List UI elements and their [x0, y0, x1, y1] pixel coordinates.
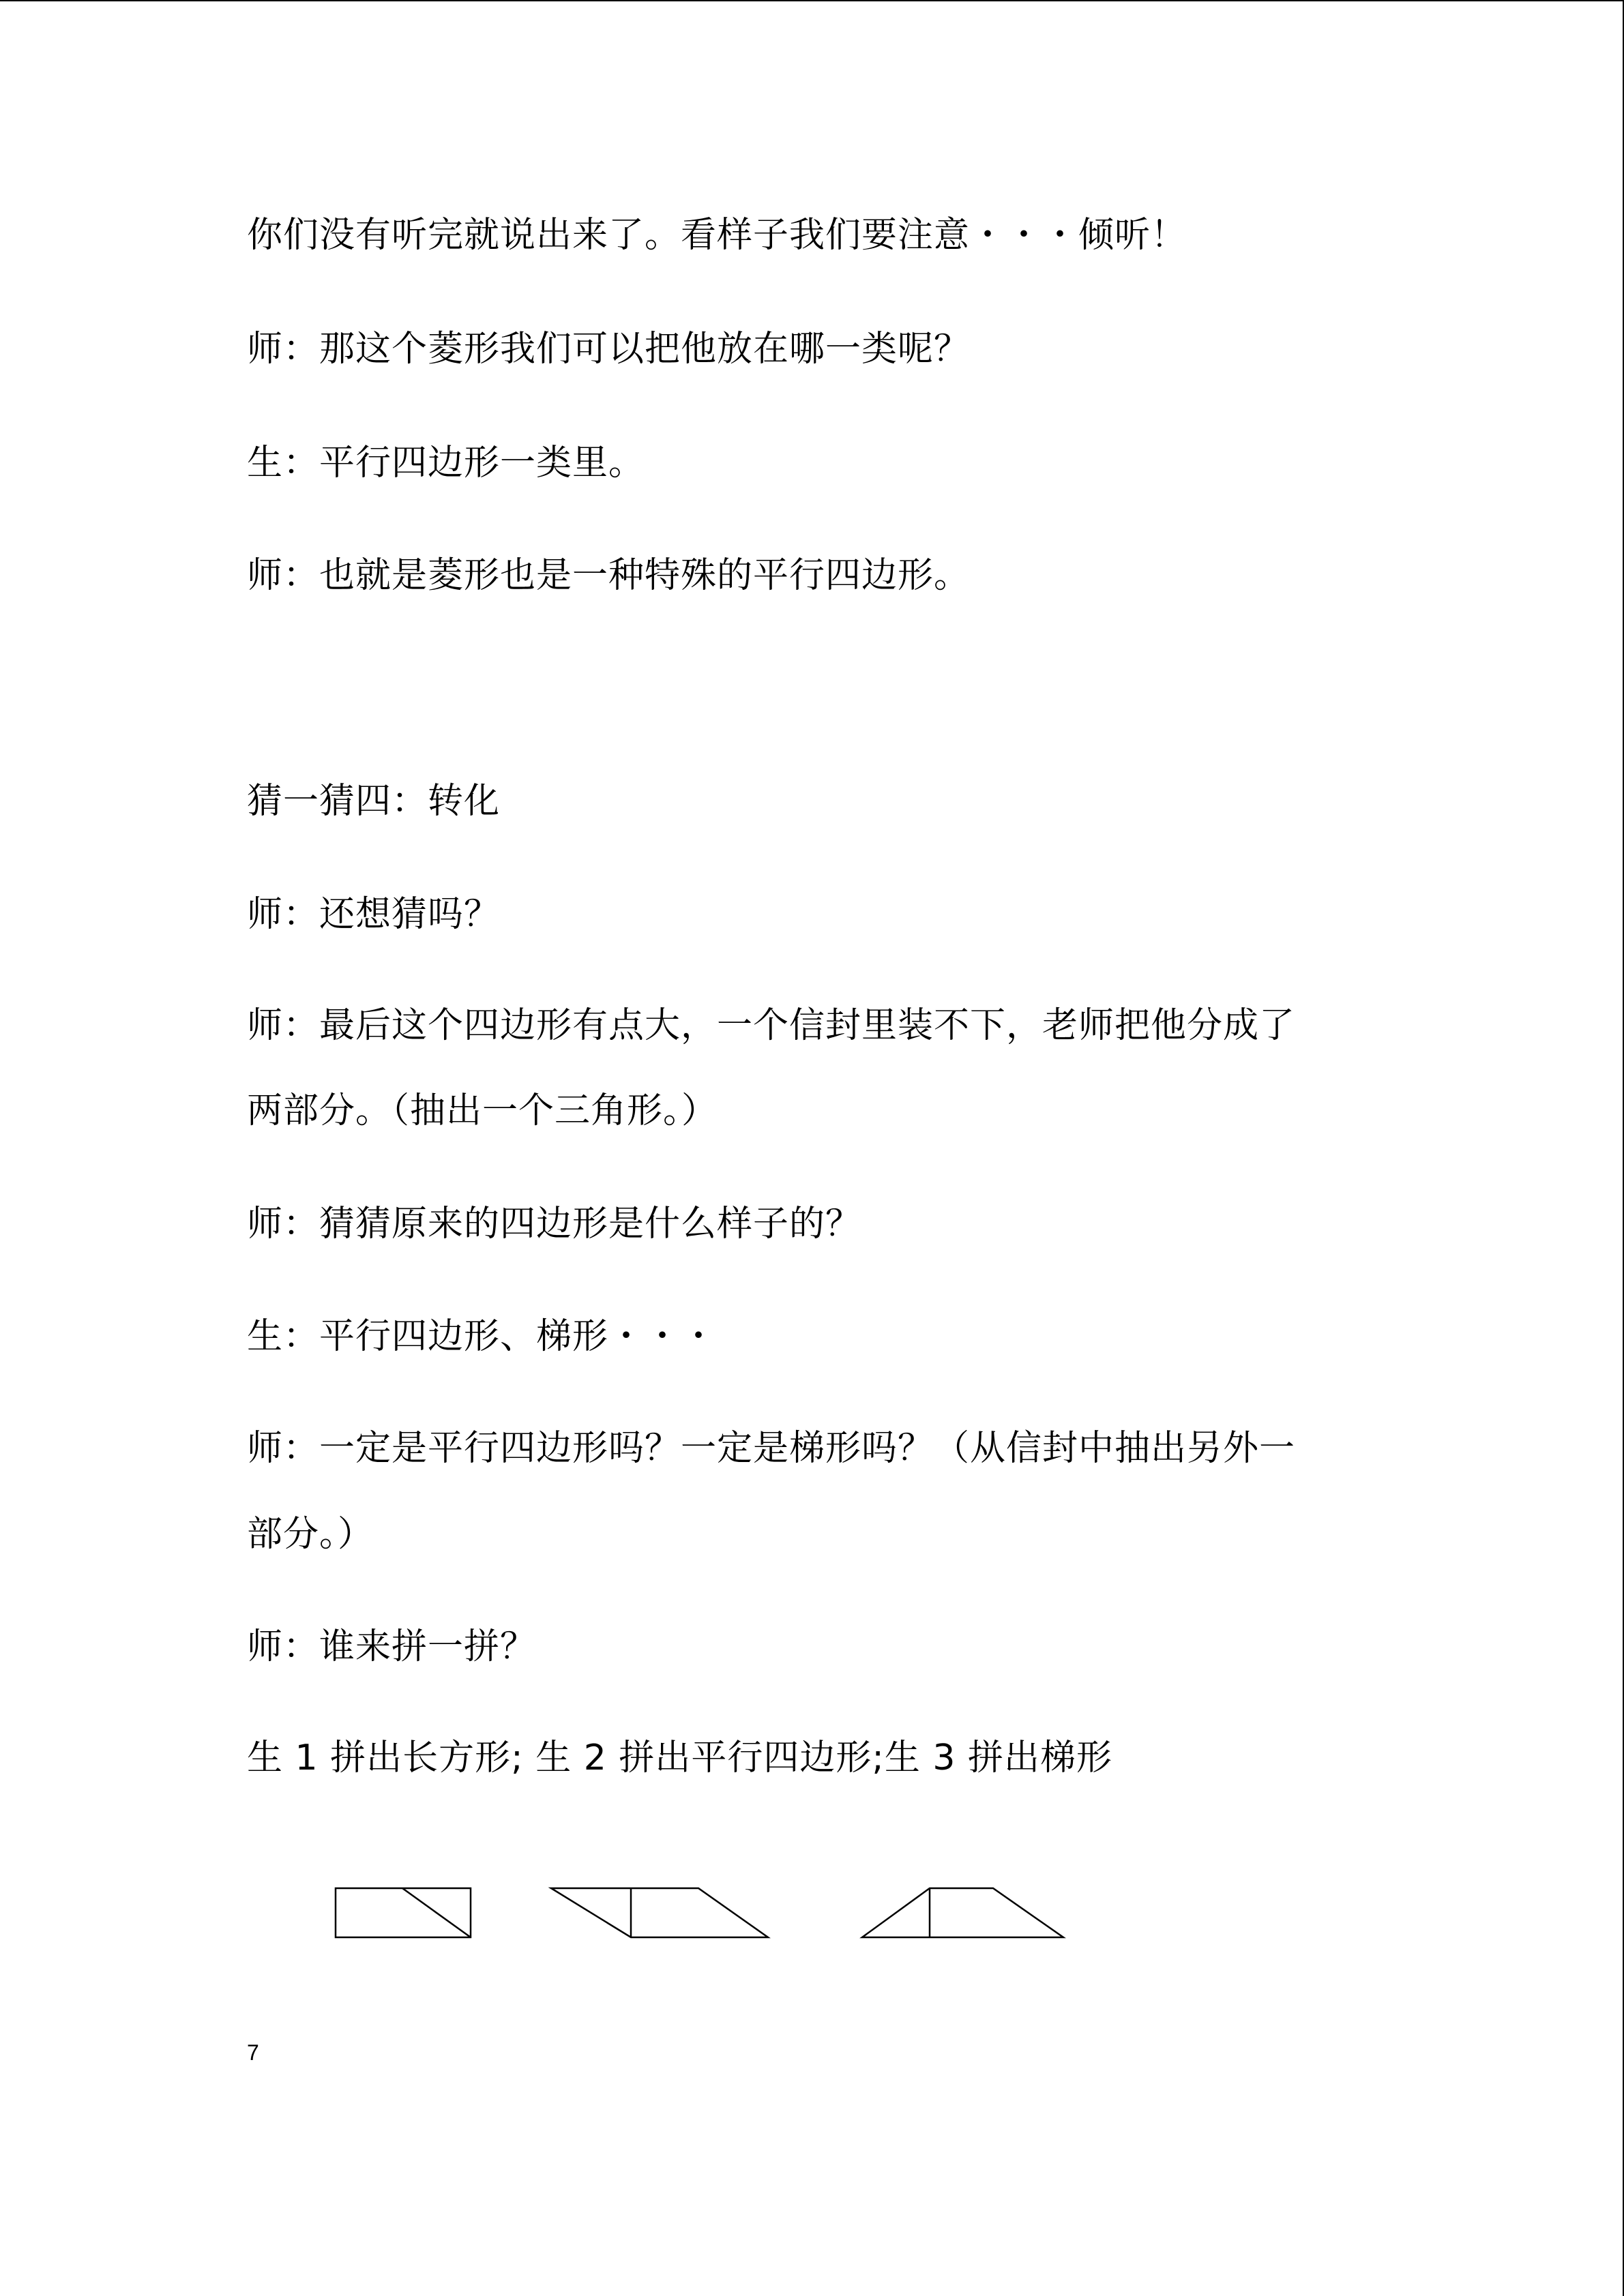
text-line-13: 师：谁来拼一拼？	[247, 1626, 537, 1667]
trapezoid-figure	[862, 1888, 1063, 1937]
text-line-9: 师：猜猜原来的四边形是什么样子的？	[247, 1204, 862, 1244]
text-line-11: 师：一定是平行四边形吗？一定是梯形吗？（从信封中抽出另外一	[247, 1428, 1296, 1469]
text-line-10: 生：平行四边形、梯形・・・	[247, 1316, 718, 1357]
text-line-7: 师：最后这个四边形有点大，一个信封里装不下，老师把他分成了	[247, 1005, 1296, 1046]
assembled-shapes-figure	[0, 1868, 1624, 1957]
section-heading: 猜一猜四：转化	[247, 781, 501, 822]
parallelogram-figure	[551, 1888, 768, 1937]
text-line-1: 你们没有听完就说出来了。看样子我们要注意・・・倾听！	[247, 215, 1187, 256]
text-line-8: 两部分。（抽出一个三角形。）	[247, 1090, 718, 1131]
text-line-12: 部分。）	[247, 1514, 374, 1555]
text-line-4: 师：也就是菱形也是一种特殊的平行四边形。	[247, 555, 971, 596]
page-number: 7	[247, 2040, 259, 2065]
text-line-2: 师：那这个菱形我们可以把他放在哪一类呢？	[247, 329, 971, 370]
text-line-3: 生：平行四边形一类里。	[247, 443, 645, 483]
rectangle-figure	[336, 1888, 471, 1937]
text-line-6: 师：还想猜吗？	[247, 894, 501, 935]
text-line-14: 生 1 拼出长方形; 生 2 拼出平行四边形;生 3 拼出梯形	[247, 1738, 1112, 1778]
